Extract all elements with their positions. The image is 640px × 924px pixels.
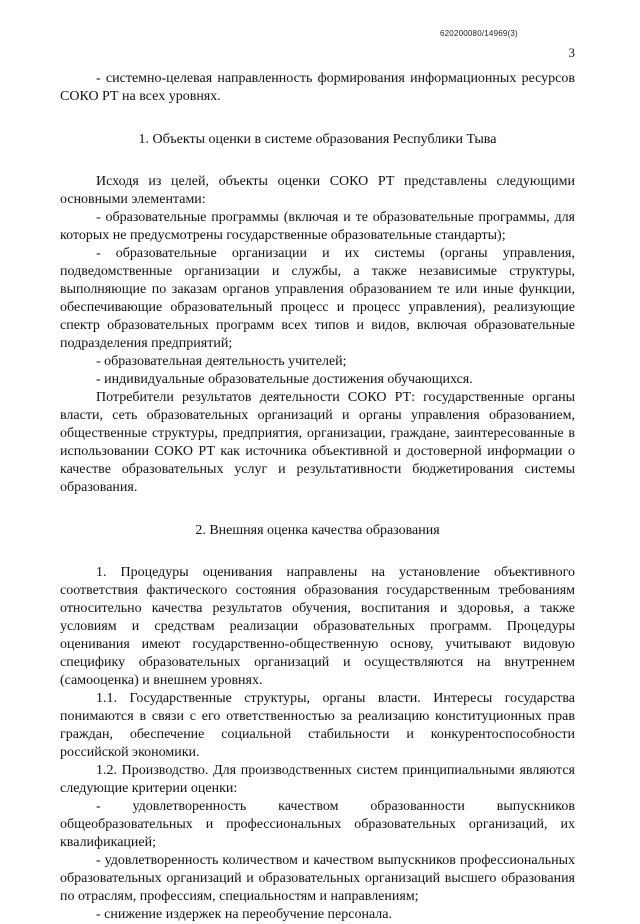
spacer <box>60 497 575 522</box>
section-1-heading: 1. Объекты оценки в системе образования Республики Тыва <box>138 132 497 147</box>
section-1-consumers: Потребители результатов деятельности СОКО РТ: государственные органы власти, сеть образовательных организаций и органы управления образованием, общественные структуры, предприятия, организации, граждане, заинтересованные в использовании СОКО РТ как источника объективной и достоверной информации о качестве образовательных услуг и результативности бюджетирования системы образования. <box>60 390 575 495</box>
spacer <box>60 149 575 173</box>
section-1-item: - индивидуальные образовательные достижения обучающихся. <box>96 372 473 387</box>
document-id: 620200080/14969(3) <box>440 29 518 38</box>
section-2-paragraph-1: 1. Процедуры оценивания направлены на установление объективного соответствия фактического состояния образования государственным требованиям относительно качества результатов обучения, воспитания и здоровья, а также условиям и средствам реализации образовательных программ. Процедуры оценивания имеют государственно-общественную основу, учитывают видовую специфику образовательных организаций и осуществляются на внутреннем (самооценка) и внешнем уровнях. <box>60 565 575 688</box>
criteria-item: - удовлетворенность количеством и качеством выпускников профессиональных образовательных организаций и образовательных организаций высшего образования по отраслям, профессиям, специальностям и направлениям; <box>60 853 575 904</box>
spacer <box>60 540 575 564</box>
section-1-item: - образовательная деятельность учителей; <box>96 354 347 369</box>
page-number: 3 <box>568 45 575 60</box>
criteria-item: - удовлетворенность качеством образованности выпускников общеобразовательных и профессиональных образовательных организаций, их квалификацией; <box>60 799 575 850</box>
section-1-item: - образовательные организации и их системы (органы управления, подведомственные организации и службы, а также независимые структуры, выполняющие по заказам органов управления образованием те или иные функции, обеспечивающие образовательный процесс и процесс управления), реализующие спектр образовательных программ всех типов и видов, включая образовательные подразделения предприятий; <box>60 246 575 351</box>
section-1-lead: Исходя из целей, объекты оценки СОКО РТ представлены следующими основными элементами: <box>60 174 575 207</box>
section-2-heading: 2. Внешняя оценка качества образования <box>195 523 440 538</box>
document-body <box>60 70 575 924</box>
criteria-item: - снижение издержек на переобучение персонала. <box>96 907 392 922</box>
spacer <box>60 106 575 131</box>
section-2-paragraph-1-2: 1.2. Производство. Для производственных систем принципиальными являются следующие критерии оценки: <box>60 763 575 796</box>
intro-bullet: - системно-целевая направленность формирования информационных ресурсов СОКО РТ на всех уровнях. <box>60 71 575 104</box>
section-2-paragraph-1-1: 1.1. Государственные структуры, органы власти. Интересы государства понимаются в связи с его ответственностью за реализацию конституционных прав граждан, обеспечение социальной стабильности и конкурентоспособности российской экономики. <box>60 691 575 760</box>
section-1-item: - образовательные программы (включая и те образовательные программы, для которых не предусмотрены государственные образовательные стандарты); <box>60 210 575 243</box>
